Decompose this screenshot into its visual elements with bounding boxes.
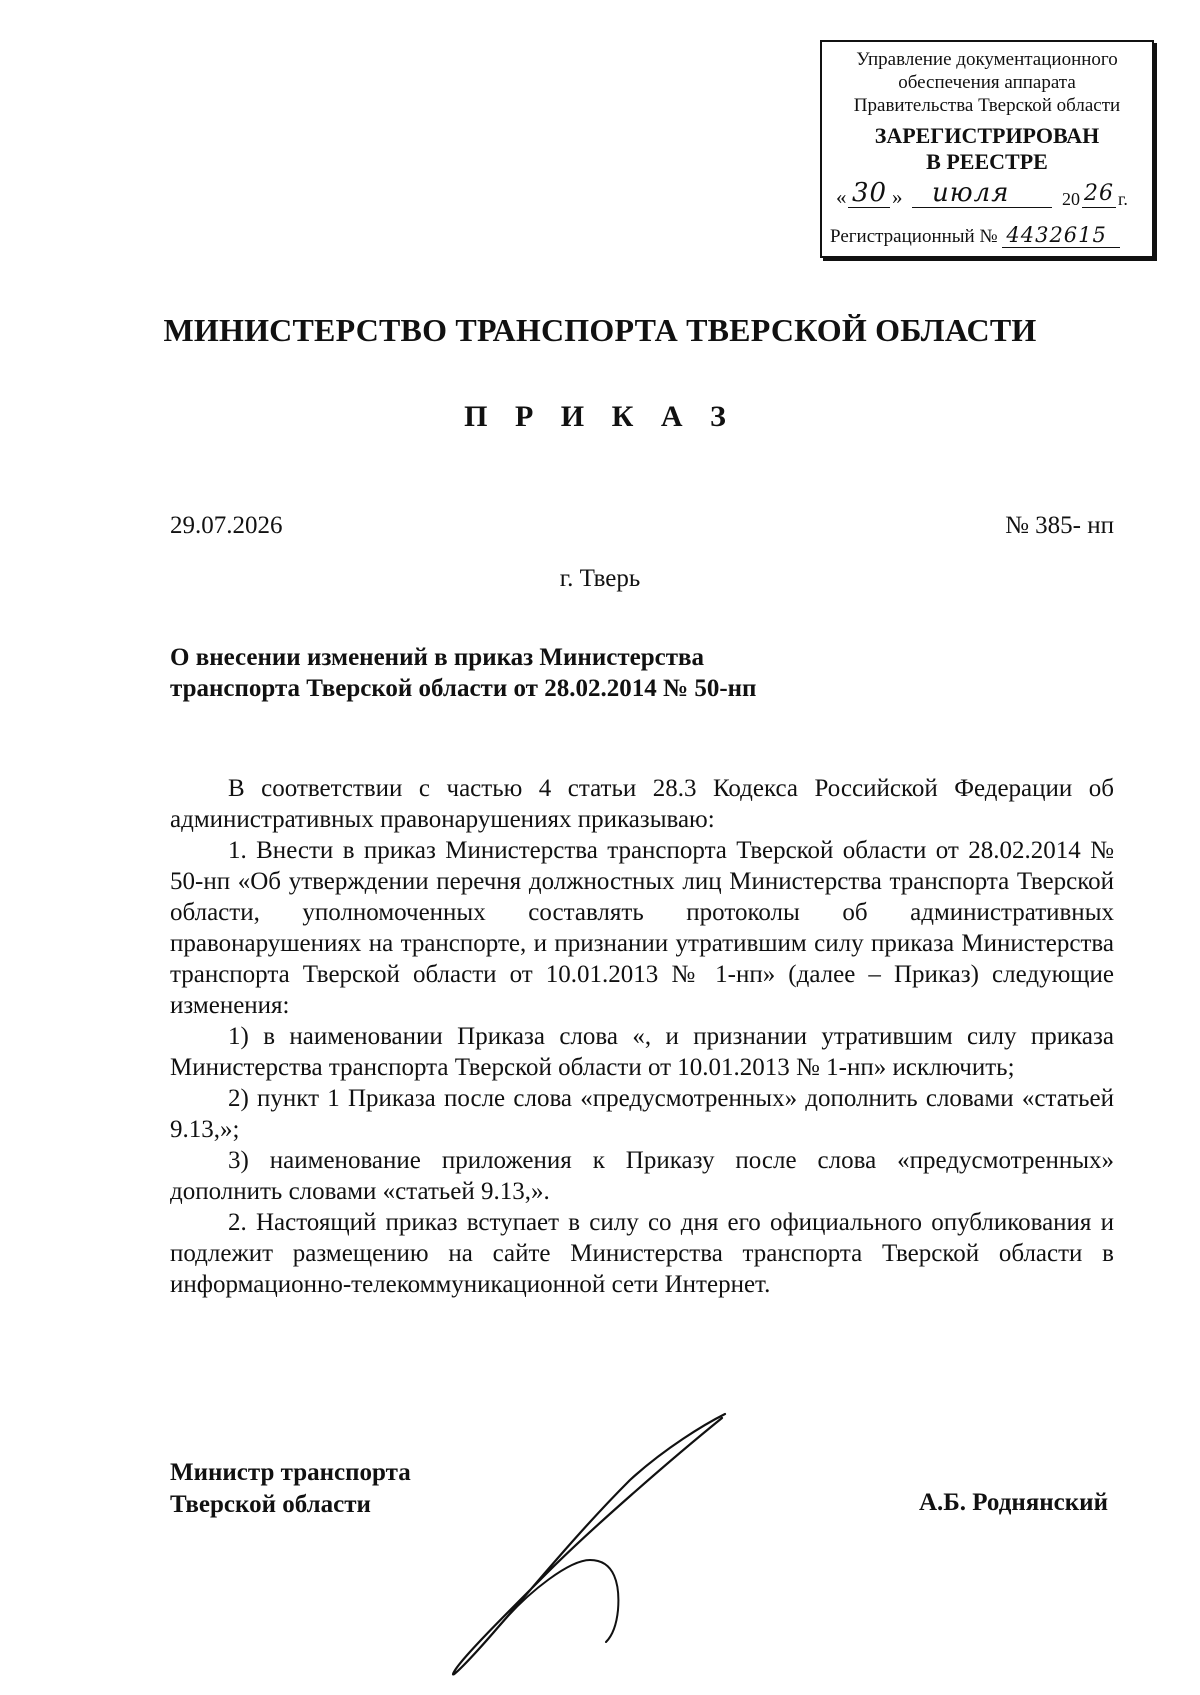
signatory-title-line: Министр транспорта [170, 1459, 411, 1486]
order-subject [170, 642, 890, 704]
order-city: г. Тверь [559, 565, 641, 592]
body-paragraph: 1. Внести в приказ Министерства транспорта Тверской области от 28.02.2014 № 50-нп «Об утверждении перечня должностных лиц Министерства транспорта Тверской области, уполномоченных составлять протоколы об административных правонарушениях на транспорте, и признании утратившим силу приказа Министерства транспорта Тверской области от 10.01.2013 № 1-нп» (далее – Приказ) следующие изменения: [170, 837, 1114, 1019]
body-paragraph: В соответствии с частью 4 статьи 28.3 Кодекса Российской Федерации об административных правонарушениях приказываю: [170, 775, 1114, 833]
order-body [170, 773, 1114, 1300]
subject-line: О внесении изменений в приказ Министерства [170, 644, 704, 671]
stamp-day: 30 [852, 178, 888, 208]
body-paragraph: 2. Настоящий приказ вступает в силу со дня его официального опубликования и подлежит размещению на сайте Министерства транспорта Тверской области в информационно-телекоммуникационной сети Интернет. [170, 1209, 1114, 1298]
stamp-org-line: обеспечения аппарата [898, 72, 1076, 93]
stamp-title-line: В РЕЕСТРЕ [926, 149, 1048, 174]
stamp-title-line: ЗАРЕГИСТРИРОВАН [874, 123, 1100, 148]
handwritten-signature [440, 1410, 760, 1680]
stamp-year-suffix: 26 [1084, 181, 1114, 206]
document-type: П Р И К А З [464, 400, 736, 433]
stamp-registration [830, 224, 1144, 248]
body-paragraph: 3) наименование приложения к Приказу после слова «предусмотренных» дополнить словами «статьей 9.13,». [170, 1147, 1114, 1205]
stamp-organization [822, 48, 1152, 117]
stamp-year-prefix: 20 [1062, 189, 1080, 209]
stamp-year-end: г. [1118, 189, 1128, 209]
order-date: 29.07.2026 [170, 512, 283, 539]
signatory-title [170, 1457, 411, 1521]
subject-line: транспорта Тверской области от 28.02.2014 № 50-нп [170, 675, 757, 702]
stamp-reg-label: Регистрационный № [830, 226, 998, 247]
signatory-name: А.Б. Роднянский [918, 1489, 1108, 1516]
stamp-date: « 30 » июля 20 26 г. [836, 178, 1128, 209]
registration-stamp [820, 40, 1154, 258]
stamp-org-line: Управление документационного [856, 49, 1118, 70]
stamp-reg-number: 4432615 [1002, 224, 1120, 248]
stamp-title [822, 123, 1152, 175]
stamp-month: июля [932, 178, 1010, 208]
signatory-title-line: Тверской области [170, 1491, 371, 1518]
body-paragraph: 1) в наименовании Приказа слова «, и признании утратившим силу приказа Министерства транспорта Тверской области от 10.01.2013 № 1-нп» исключить; [170, 1023, 1114, 1081]
stamp-org-line: Правительства Тверской области [853, 95, 1121, 116]
body-paragraph: 2) пункт 1 Приказа после слова «предусмотренных» дополнить словами «статьей 9.13,»; [170, 1085, 1114, 1143]
ministry-title: МИНИСТЕРСТВО ТРАНСПОРТА ТВЕРСКОЙ ОБЛАСТИ [163, 312, 1037, 348]
order-number: № 385- нп [1005, 512, 1114, 539]
